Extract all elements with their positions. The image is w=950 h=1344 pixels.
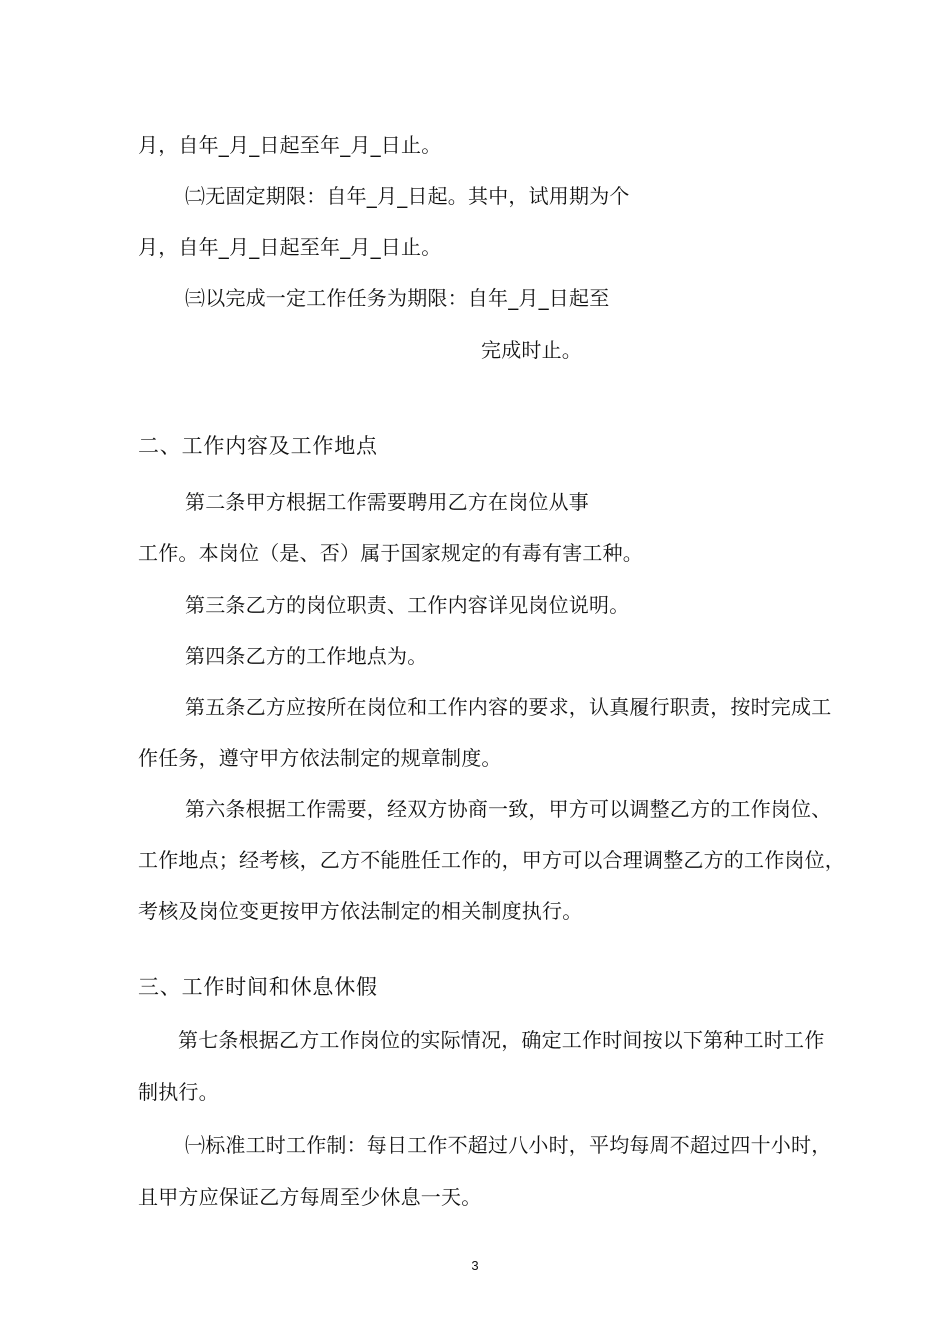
paragraph-line: 工作。本岗位（是、否）属于国家规定的有毒有害工种。 bbox=[138, 541, 643, 565]
paragraph-line: 第五条乙方应按所在岗位和工作内容的要求，认真履行职责，按时完成工 bbox=[185, 695, 832, 719]
paragraph-line: 第四条乙方的工作地点为。 bbox=[185, 644, 428, 668]
paragraph-line: ㈠标准工时工作制：每日工作不超过八小时，平均每周不超过四十小时， bbox=[185, 1133, 832, 1157]
paragraph-line: 完成时止。 bbox=[481, 338, 582, 362]
paragraph-line: 且甲方应保证乙方每周至少休息一天。 bbox=[138, 1185, 482, 1209]
paragraph-line: 第二条甲方根据工作需要聘用乙方在岗位从事 bbox=[185, 490, 589, 514]
paragraph-line: 第三条乙方的岗位职责、工作内容详见岗位说明。 bbox=[185, 593, 630, 617]
paragraph-line: 第六条根据工作需要，经双方协商一致，甲方可以调整乙方的工作岗位、 bbox=[185, 797, 832, 821]
paragraph-line: 考核及岗位变更按甲方依法制定的相关制度执行。 bbox=[138, 899, 583, 923]
paragraph-line: 月，自年_月_日起至年_月_日止。 bbox=[138, 133, 442, 157]
paragraph-line: 作任务，遵守甲方依法制定的规章制度。 bbox=[138, 746, 502, 770]
paragraph-line: ㈢以完成一定工作任务为期限：自年_月_日起至 bbox=[185, 286, 610, 310]
paragraph-line: 第七条根据乙方工作岗位的实际情况，确定工作时间按以下第种工时工作 bbox=[178, 1028, 825, 1052]
paragraph-line: 工作地点；经考核，乙方不能胜任工作的，甲方可以合理调整乙方的工作岗位， bbox=[138, 848, 845, 872]
paragraph-line: 制执行。 bbox=[138, 1080, 219, 1104]
section-heading: 三、工作时间和休息休假 bbox=[138, 975, 378, 999]
section-heading: 二、工作内容及工作地点 bbox=[138, 434, 378, 458]
paragraph-line: ㈡无固定期限：自年_月_日起。其中，试用期为个 bbox=[185, 184, 630, 208]
page-number: 3 bbox=[471, 1258, 479, 1273]
paragraph-line: 月，自年_月_日起至年_月_日止。 bbox=[138, 235, 442, 259]
